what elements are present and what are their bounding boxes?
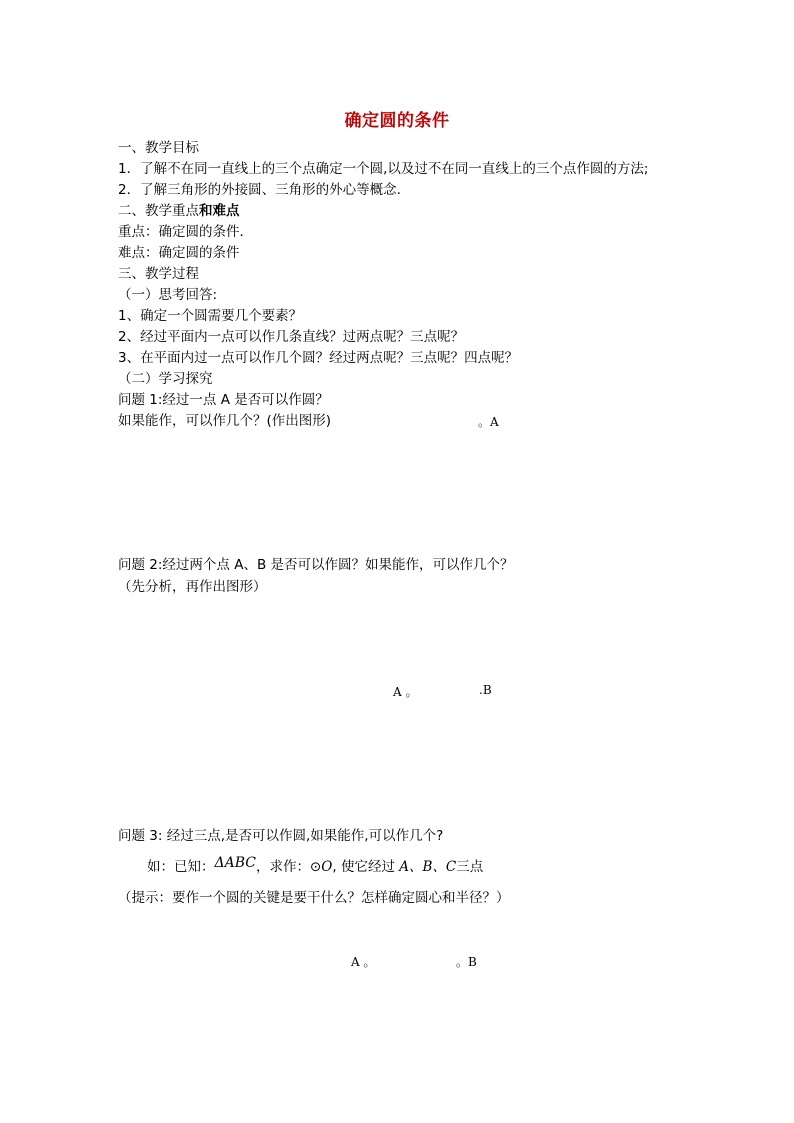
section-heading-key-points-b: 和难点 <box>199 203 240 219</box>
section-heading-goals: 一、教学目标 <box>118 140 199 156</box>
problem-3-points: A、B、C <box>399 859 457 875</box>
part-heading-think: （一）思考回答: <box>118 287 218 303</box>
section-heading-key-points-a: 二、教学重点 <box>118 203 199 219</box>
problem-3-triangle: ΔABC <box>214 855 256 871</box>
problem-3-hint: （提示：要作一个圆的关键是要干什么？怎样确定圆心和半径？） <box>118 890 510 906</box>
problem-1-line-1: 问题 1:经过一点 A 是否可以作圆？ <box>118 392 329 408</box>
problem-3-point-a: A 。 <box>351 955 376 969</box>
problem-2-line-1: 问题 2:经过两个点 A、B 是否可以作圆？如果能作，可以作几个？ <box>118 557 514 573</box>
question-2: 2、经过平面内一点可以作几条直线？过两点呢？三点呢？ <box>118 329 465 345</box>
problem-3-point-b: 。B <box>456 955 477 969</box>
problem-1-point-a: 。A <box>478 415 499 429</box>
problem-2-point-a: A 。 <box>393 685 418 699</box>
problem-3-example-a: 如：已知： <box>147 859 215 875</box>
difficulty-text: 难点：确定圆的条件 <box>118 245 240 261</box>
problem-3-example <box>147 857 483 877</box>
problem-2-point-b: .B <box>479 683 492 697</box>
problem-1-line-2: 如果能作，可以作几个？(作出图形) <box>118 413 332 429</box>
problem-2-line-2: （先分析，再作出图形） <box>118 579 267 595</box>
problem-3-example-c: , 使它经过 <box>332 859 395 875</box>
key-point-text: 重点：确定圆的条件． <box>118 224 253 240</box>
section-heading-process: 三、教学过程 <box>118 266 199 282</box>
question-1: 1、确定一个圆需要几个要素？ <box>118 308 303 324</box>
document-title: 确定圆的条件 <box>344 111 450 131</box>
section-heading-key-points <box>118 201 240 221</box>
problem-3-example-b: ，求作：⊙ <box>255 859 322 875</box>
question-3: 3、在平面内过一点可以作几个圆？经过两点呢？三点呢？四点呢？ <box>118 350 519 366</box>
goal-item-1: 1．了解不在同一直线上的三个点确定一个圆,以及过不在同一直线上的三个点作圆的方法; <box>118 161 649 177</box>
goal-item-2: 2．了解三角形的外接圆、三角形的外心等概念. <box>118 182 401 198</box>
problem-3-example-d: 三点 <box>456 859 484 875</box>
part-heading-explore: （二）学习探究 <box>118 371 213 387</box>
problem-3-line-1: 问题 3: 经过三点,是否可以作圆,如果能作,可以作几个? <box>118 828 444 844</box>
problem-3-circle-o: O <box>321 859 333 875</box>
